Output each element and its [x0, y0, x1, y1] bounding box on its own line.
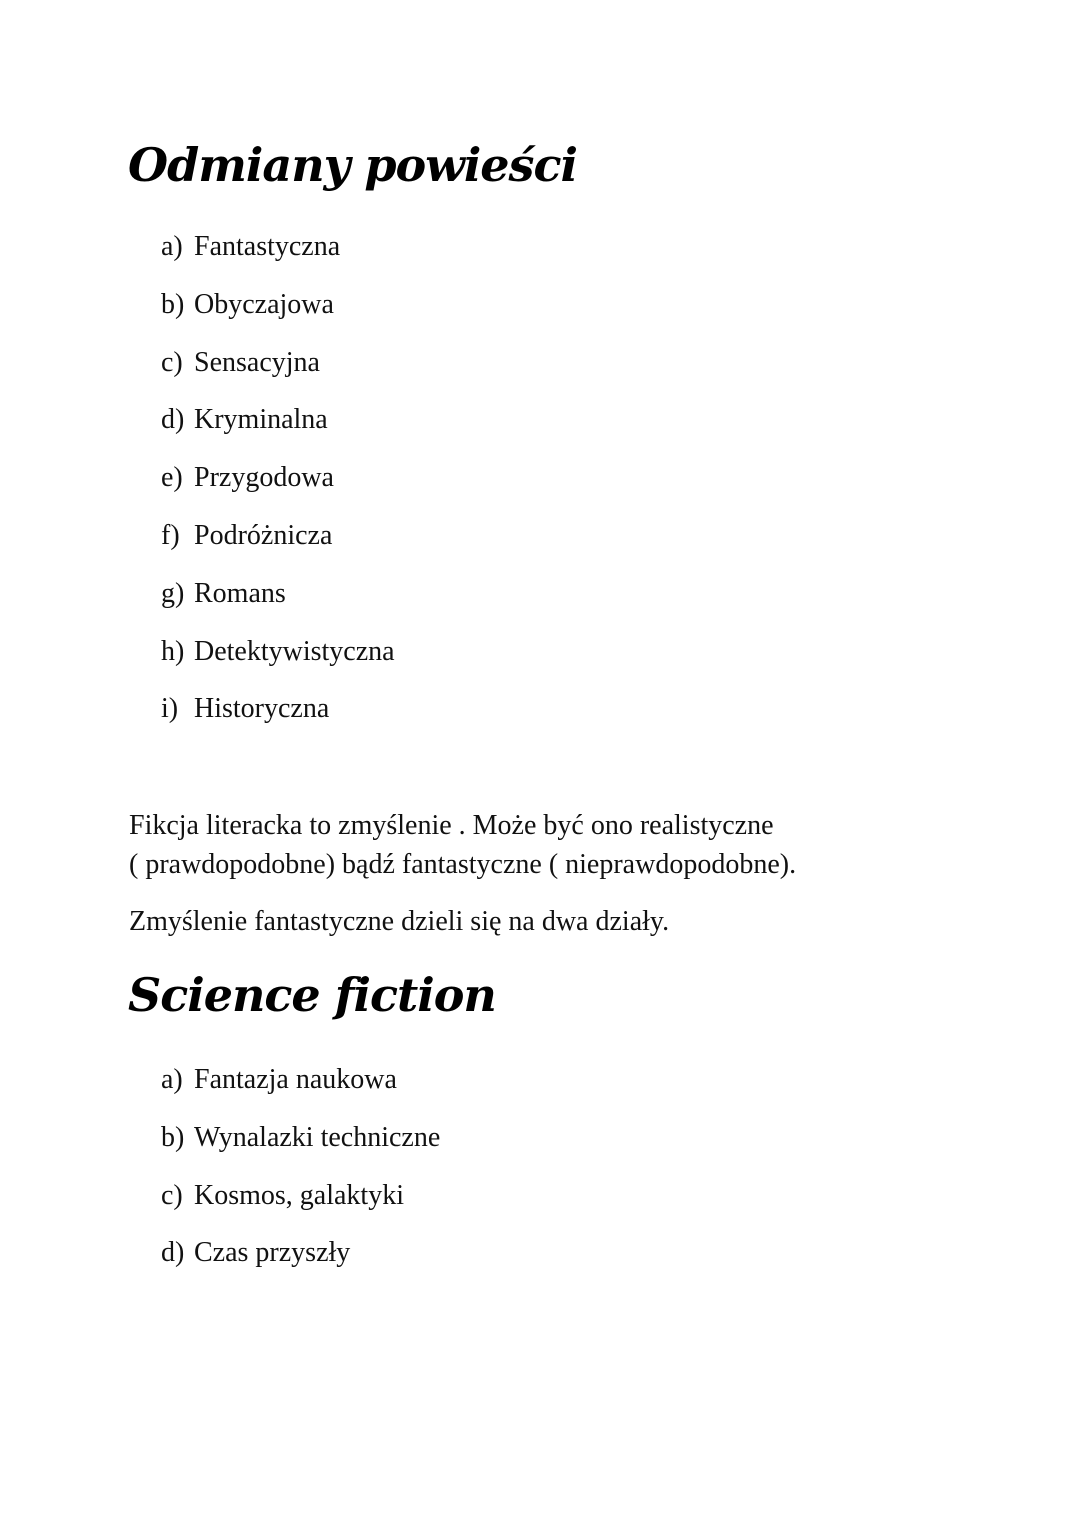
list-text: Kosmos, galaktyki [194, 1179, 404, 1211]
list-item [161, 1051, 440, 1109]
list-text: Czas przyszły [194, 1237, 351, 1269]
science-fiction-list [161, 1051, 440, 1282]
paragraph-zmyslenie: Zmyślenie fantastyczne dzieli się na dwa działy. [129, 906, 670, 937]
heading-odmiany-powiesci: Odmiany powieści [128, 138, 577, 192]
list-marker: e) [161, 462, 183, 494]
list-text: Obyczajowa [194, 288, 334, 320]
list-marker: d) [161, 1237, 185, 1269]
list-marker: a) [161, 231, 183, 262]
list-text: Wynalazki techniczne [194, 1121, 441, 1153]
novel-types-list [161, 218, 395, 738]
list-marker: f) [161, 519, 180, 551]
list-item [161, 680, 395, 738]
list-item [161, 334, 395, 392]
list-marker: i) [161, 693, 179, 725]
list-marker: c) [161, 346, 183, 378]
list-item [161, 1224, 440, 1282]
list-marker: h) [161, 635, 185, 667]
list-item [161, 449, 395, 507]
list-marker: c) [161, 1179, 183, 1211]
paragraph-line: Fikcja literacka to zmyślenie . Może być ono realistyczne [129, 810, 774, 841]
list-text: Romans [194, 577, 286, 609]
list-marker: b) [161, 1121, 185, 1153]
list-marker: a) [161, 1064, 183, 1095]
list-item [161, 276, 395, 334]
list-marker: b) [161, 288, 185, 320]
list-item [161, 565, 395, 623]
list-text: Historyczna [194, 693, 330, 725]
paragraph-fikcja [129, 806, 796, 884]
list-item [161, 507, 395, 565]
list-text: Podróżnicza [194, 519, 333, 551]
list-item [161, 218, 395, 276]
list-item [161, 391, 395, 449]
list-text: Fantazja naukowa [194, 1064, 397, 1095]
list-text: Fantastyczna [194, 231, 341, 262]
list-item [161, 1109, 440, 1167]
list-marker: g) [161, 577, 185, 609]
list-marker: d) [161, 404, 185, 436]
list-item [161, 623, 395, 681]
list-text: Sensacyjna [194, 346, 320, 378]
paragraph-line: ( prawdopodobne) bądź fantastyczne ( nieprawdopodobne). [129, 849, 797, 880]
list-item [161, 1167, 440, 1225]
list-text: Detektywistyczna [194, 635, 395, 667]
list-text: Kryminalna [194, 404, 328, 436]
heading-science-fiction: Science fiction [128, 968, 496, 1022]
list-text: Przygodowa [194, 462, 334, 494]
